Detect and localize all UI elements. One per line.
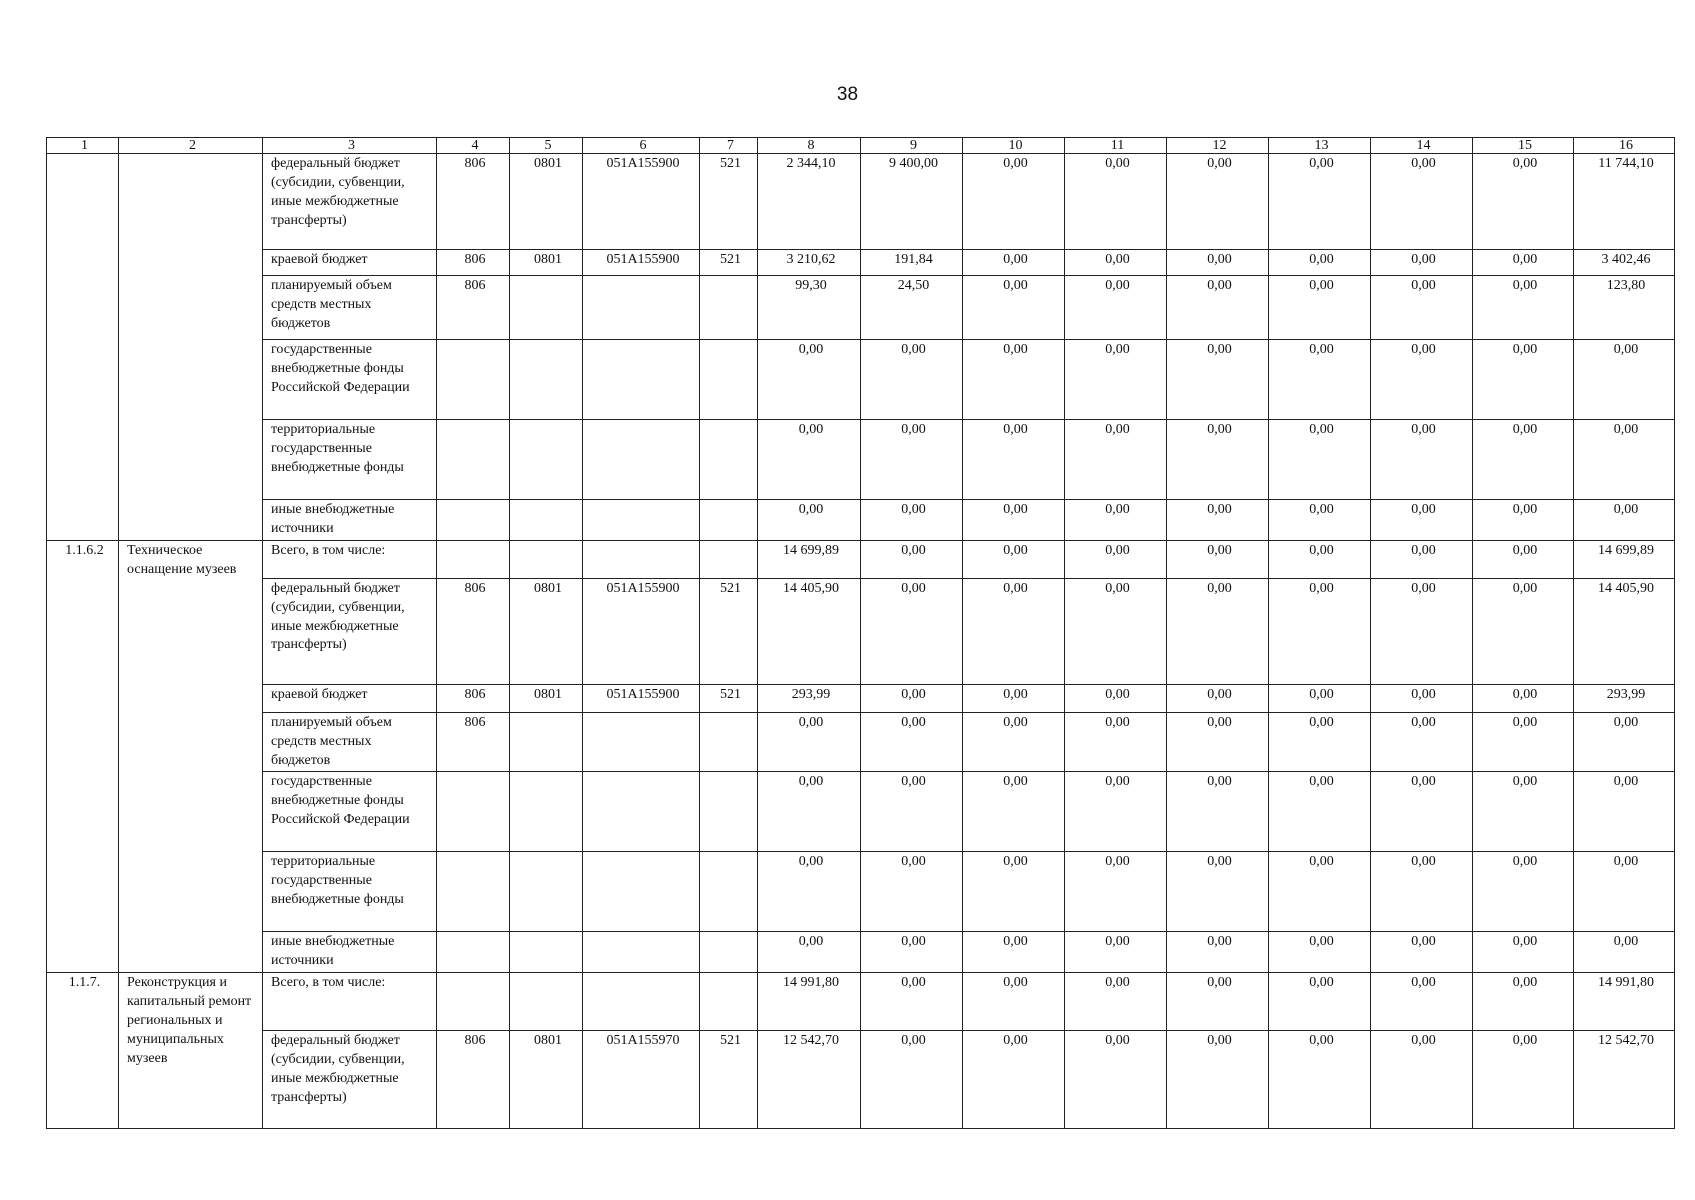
amount-cell: 0,00	[1574, 772, 1675, 852]
amount-cell: 0,00	[861, 973, 963, 1031]
amount-cell: 0,00	[963, 973, 1065, 1031]
funding-source-cell: территориальные государственные внебюджетные фонды	[263, 420, 437, 500]
amount-cell: 3 210,62	[758, 250, 861, 276]
amount-cell: 11 744,10	[1574, 154, 1675, 250]
amount-cell: 0,00	[963, 500, 1065, 541]
csr-code-cell	[583, 712, 700, 772]
funding-source-cell: иные внебюджетные источники	[263, 932, 437, 973]
vr-code-cell: 521	[700, 250, 758, 276]
amount-cell: 0,00	[1269, 578, 1371, 684]
amount-cell: 0,00	[1371, 420, 1473, 500]
csr-code-cell	[583, 276, 700, 340]
rzpr-code-cell	[510, 500, 583, 541]
amount-cell: 0,00	[861, 340, 963, 420]
vr-code-cell	[700, 932, 758, 973]
amount-cell: 0,00	[1473, 154, 1574, 250]
amount-cell: 0,00	[758, 420, 861, 500]
amount-cell: 0,00	[1371, 712, 1473, 772]
amount-cell: 0,00	[1371, 500, 1473, 541]
column-number: 2	[119, 138, 263, 154]
amount-cell: 0,00	[963, 276, 1065, 340]
grbs-code-cell: 806	[437, 250, 510, 276]
rzpr-code-cell	[510, 932, 583, 973]
amount-cell: 99,30	[758, 276, 861, 340]
grbs-code-cell	[437, 852, 510, 932]
amount-cell: 0,00	[758, 340, 861, 420]
amount-cell: 0,00	[1269, 340, 1371, 420]
rzpr-code-cell	[510, 276, 583, 340]
amount-cell: 0,00	[1167, 154, 1269, 250]
grbs-code-cell: 806	[437, 276, 510, 340]
csr-code-cell	[583, 973, 700, 1031]
amount-cell: 14 991,80	[758, 973, 861, 1031]
rzpr-code-cell: 0801	[510, 1031, 583, 1129]
csr-code-cell: 051A155900	[583, 578, 700, 684]
table-row	[47, 420, 1675, 500]
amount-cell: 0,00	[1269, 973, 1371, 1031]
grbs-code-cell: 806	[437, 712, 510, 772]
item-code-cell: 1.1.6.2	[47, 540, 119, 972]
amount-cell: 0,00	[1473, 540, 1574, 578]
funding-source-cell: территориальные государственные внебюджетные фонды	[263, 852, 437, 932]
rzpr-code-cell	[510, 340, 583, 420]
amount-cell: 0,00	[1473, 973, 1574, 1031]
funding-source-cell: краевой бюджет	[263, 684, 437, 712]
amount-cell: 0,00	[1574, 712, 1675, 772]
amount-cell: 0,00	[1371, 578, 1473, 684]
vr-code-cell: 521	[700, 578, 758, 684]
amount-cell: 0,00	[1473, 852, 1574, 932]
amount-cell: 0,00	[1167, 684, 1269, 712]
item-code-cell	[47, 154, 119, 541]
amount-cell: 0,00	[1065, 578, 1167, 684]
amount-cell: 14 699,89	[1574, 540, 1675, 578]
amount-cell: 0,00	[1371, 340, 1473, 420]
amount-cell: 14 991,80	[1574, 973, 1675, 1031]
amount-cell: 0,00	[1065, 154, 1167, 250]
amount-cell: 0,00	[1574, 500, 1675, 541]
table-row	[47, 154, 1675, 250]
grbs-code-cell	[437, 973, 510, 1031]
amount-cell: 0,00	[861, 852, 963, 932]
grbs-code-cell	[437, 500, 510, 541]
rzpr-code-cell: 0801	[510, 154, 583, 250]
grbs-code-cell: 806	[437, 154, 510, 250]
item-code-cell: 1.1.7.	[47, 973, 119, 1129]
vr-code-cell: 521	[700, 1031, 758, 1129]
grbs-code-cell: 806	[437, 1031, 510, 1129]
amount-cell: 0,00	[963, 154, 1065, 250]
rzpr-code-cell	[510, 420, 583, 500]
amount-cell: 9 400,00	[861, 154, 963, 250]
amount-cell: 0,00	[963, 932, 1065, 973]
csr-code-cell	[583, 420, 700, 500]
column-number: 7	[700, 138, 758, 154]
table-row	[47, 684, 1675, 712]
amount-cell: 0,00	[1065, 420, 1167, 500]
amount-cell: 0,00	[1269, 772, 1371, 852]
page-number: 38	[836, 84, 859, 105]
amount-cell: 0,00	[1473, 932, 1574, 973]
amount-cell: 0,00	[1065, 973, 1167, 1031]
amount-cell: 0,00	[1269, 500, 1371, 541]
amount-cell: 0,00	[1371, 932, 1473, 973]
funding-source-cell: государственные внебюджетные фонды Российской Федерации	[263, 340, 437, 420]
funding-source-cell: государственные внебюджетные фонды Российской Федерации	[263, 772, 437, 852]
amount-cell: 0,00	[758, 772, 861, 852]
amount-cell: 0,00	[1269, 852, 1371, 932]
table-row	[47, 1031, 1675, 1129]
amount-cell: 293,99	[758, 684, 861, 712]
column-number: 8	[758, 138, 861, 154]
amount-cell: 0,00	[1167, 276, 1269, 340]
grbs-code-cell	[437, 772, 510, 852]
amount-cell: 0,00	[758, 852, 861, 932]
table-row	[47, 932, 1675, 973]
rzpr-code-cell: 0801	[510, 250, 583, 276]
table-row	[47, 712, 1675, 772]
vr-code-cell	[700, 276, 758, 340]
column-number: 10	[963, 138, 1065, 154]
amount-cell: 0,00	[1574, 932, 1675, 973]
amount-cell: 0,00	[861, 540, 963, 578]
column-number: 5	[510, 138, 583, 154]
vr-code-cell	[700, 500, 758, 541]
amount-cell: 0,00	[1065, 684, 1167, 712]
amount-cell: 0,00	[1269, 1031, 1371, 1129]
amount-cell: 0,00	[861, 420, 963, 500]
table-row	[47, 276, 1675, 340]
amount-cell: 0,00	[758, 712, 861, 772]
vr-code-cell: 521	[700, 684, 758, 712]
amount-cell: 0,00	[1167, 852, 1269, 932]
amount-cell: 0,00	[1167, 420, 1269, 500]
amount-cell: 0,00	[963, 712, 1065, 772]
amount-cell: 0,00	[1269, 250, 1371, 276]
amount-cell: 0,00	[861, 684, 963, 712]
amount-cell: 0,00	[1371, 973, 1473, 1031]
amount-cell: 12 542,70	[758, 1031, 861, 1129]
amount-cell: 0,00	[758, 500, 861, 541]
funding-source-cell: иные внебюджетные источники	[263, 500, 437, 541]
amount-cell: 0,00	[1371, 1031, 1473, 1129]
amount-cell: 0,00	[963, 340, 1065, 420]
amount-cell: 0,00	[1065, 932, 1167, 973]
rzpr-code-cell	[510, 712, 583, 772]
amount-cell: 0,00	[1473, 500, 1574, 541]
amount-cell: 0,00	[1371, 852, 1473, 932]
amount-cell: 0,00	[1473, 772, 1574, 852]
amount-cell: 0,00	[1065, 540, 1167, 578]
amount-cell: 0,00	[861, 1031, 963, 1129]
table-row	[47, 250, 1675, 276]
column-number: 4	[437, 138, 510, 154]
csr-code-cell	[583, 852, 700, 932]
amount-cell: 0,00	[963, 578, 1065, 684]
table-row	[47, 340, 1675, 420]
amount-cell: 0,00	[963, 772, 1065, 852]
amount-cell: 24,50	[861, 276, 963, 340]
funding-source-cell: федеральный бюджет (субсидии, субвенции, иные межбюджетные трансферты)	[263, 578, 437, 684]
csr-code-cell	[583, 500, 700, 541]
amount-cell: 0,00	[1371, 772, 1473, 852]
funding-source-cell: федеральный бюджет (субсидии, субвенции, иные межбюджетные трансферты)	[263, 1031, 437, 1129]
amount-cell: 0,00	[1065, 712, 1167, 772]
rzpr-code-cell	[510, 540, 583, 578]
rzpr-code-cell: 0801	[510, 684, 583, 712]
funding-source-cell: федеральный бюджет (субсидии, субвенции, иные межбюджетные трансферты)	[263, 154, 437, 250]
amount-cell: 0,00	[1473, 1031, 1574, 1129]
amount-cell: 0,00	[1473, 340, 1574, 420]
amount-cell: 0,00	[1371, 540, 1473, 578]
amount-cell: 0,00	[861, 932, 963, 973]
amount-cell: 0,00	[861, 578, 963, 684]
grbs-code-cell: 806	[437, 684, 510, 712]
amount-cell: 0,00	[1371, 684, 1473, 712]
grbs-code-cell: 806	[437, 578, 510, 684]
amount-cell: 0,00	[1167, 932, 1269, 973]
amount-cell: 0,00	[1065, 1031, 1167, 1129]
funding-source-cell: планируемый объем средств местных бюджетов	[263, 276, 437, 340]
amount-cell: 0,00	[963, 420, 1065, 500]
column-number: 16	[1574, 138, 1675, 154]
amount-cell: 0,00	[861, 500, 963, 541]
amount-cell: 0,00	[1167, 340, 1269, 420]
column-numbers-row	[47, 138, 1675, 154]
vr-code-cell	[700, 340, 758, 420]
amount-cell: 0,00	[1065, 276, 1167, 340]
amount-cell: 0,00	[861, 772, 963, 852]
amount-cell: 0,00	[1269, 684, 1371, 712]
amount-cell: 0,00	[1167, 973, 1269, 1031]
amount-cell: 0,00	[1167, 772, 1269, 852]
rzpr-code-cell	[510, 852, 583, 932]
amount-cell: 0,00	[1269, 932, 1371, 973]
item-name-cell: Реконструкция и капитальный ремонт региональных и муниципальных музеев	[119, 973, 263, 1129]
vr-code-cell	[700, 712, 758, 772]
column-number: 12	[1167, 138, 1269, 154]
amount-cell: 14 405,90	[758, 578, 861, 684]
amount-cell: 0,00	[1269, 712, 1371, 772]
amount-cell: 0,00	[1574, 340, 1675, 420]
grbs-code-cell	[437, 540, 510, 578]
amount-cell: 191,84	[861, 250, 963, 276]
amount-cell: 0,00	[1065, 772, 1167, 852]
amount-cell: 293,99	[1574, 684, 1675, 712]
vr-code-cell	[700, 540, 758, 578]
column-number: 1	[47, 138, 119, 154]
amount-cell: 0,00	[1065, 852, 1167, 932]
csr-code-cell	[583, 340, 700, 420]
table-row	[47, 973, 1675, 1031]
funding-source-cell: краевой бюджет	[263, 250, 437, 276]
vr-code-cell	[700, 852, 758, 932]
table-row	[47, 540, 1675, 578]
item-name-cell: Техническое оснащение музеев	[119, 540, 263, 972]
amount-cell: 0,00	[1065, 500, 1167, 541]
amount-cell: 0,00	[963, 1031, 1065, 1129]
amount-cell: 0,00	[1473, 250, 1574, 276]
amount-cell: 0,00	[963, 250, 1065, 276]
vr-code-cell	[700, 420, 758, 500]
amount-cell: 0,00	[1473, 684, 1574, 712]
amount-cell: 0,00	[1473, 276, 1574, 340]
amount-cell: 14 405,90	[1574, 578, 1675, 684]
csr-code-cell: 051A155900	[583, 154, 700, 250]
csr-code-cell: 051A155900	[583, 250, 700, 276]
amount-cell: 0,00	[1065, 250, 1167, 276]
amount-cell: 0,00	[1574, 852, 1675, 932]
table-row	[47, 578, 1675, 684]
amount-cell: 12 542,70	[1574, 1031, 1675, 1129]
amount-cell: 0,00	[1269, 420, 1371, 500]
column-number: 9	[861, 138, 963, 154]
vr-code-cell	[700, 973, 758, 1031]
column-number: 6	[583, 138, 700, 154]
amount-cell: 0,00	[861, 712, 963, 772]
funding-source-cell: Всего, в том числе:	[263, 540, 437, 578]
column-number: 13	[1269, 138, 1371, 154]
item-name-cell	[119, 154, 263, 541]
amount-cell: 0,00	[1167, 578, 1269, 684]
funding-source-cell: Всего, в том числе:	[263, 973, 437, 1031]
funding-source-cell: планируемый объем средств местных бюджетов	[263, 712, 437, 772]
amount-cell: 0,00	[1473, 578, 1574, 684]
vr-code-cell	[700, 772, 758, 852]
amount-cell: 0,00	[1473, 712, 1574, 772]
rzpr-code-cell: 0801	[510, 578, 583, 684]
grbs-code-cell	[437, 340, 510, 420]
column-number: 3	[263, 138, 437, 154]
table-row	[47, 852, 1675, 932]
amount-cell: 0,00	[1269, 276, 1371, 340]
table-row	[47, 772, 1675, 852]
vr-code-cell: 521	[700, 154, 758, 250]
csr-code-cell: 051A155900	[583, 684, 700, 712]
amount-cell: 0,00	[1065, 340, 1167, 420]
csr-code-cell	[583, 772, 700, 852]
amount-cell: 3 402,46	[1574, 250, 1675, 276]
amount-cell: 123,80	[1574, 276, 1675, 340]
csr-code-cell: 051A155970	[583, 1031, 700, 1129]
amount-cell: 0,00	[1269, 540, 1371, 578]
table-row	[47, 500, 1675, 541]
amount-cell: 0,00	[1269, 154, 1371, 250]
grbs-code-cell	[437, 932, 510, 973]
amount-cell: 0,00	[1371, 250, 1473, 276]
amount-cell: 0,00	[1473, 420, 1574, 500]
amount-cell: 0,00	[1167, 712, 1269, 772]
rzpr-code-cell	[510, 772, 583, 852]
amount-cell: 0,00	[1371, 154, 1473, 250]
column-number: 11	[1065, 138, 1167, 154]
amount-cell: 0,00	[1574, 420, 1675, 500]
amount-cell: 14 699,89	[758, 540, 861, 578]
amount-cell: 0,00	[963, 852, 1065, 932]
amount-cell: 0,00	[1371, 276, 1473, 340]
csr-code-cell	[583, 932, 700, 973]
amount-cell: 2 344,10	[758, 154, 861, 250]
csr-code-cell	[583, 540, 700, 578]
amount-cell: 0,00	[1167, 250, 1269, 276]
table-body	[47, 154, 1675, 1129]
amount-cell: 0,00	[758, 932, 861, 973]
amount-cell: 0,00	[963, 540, 1065, 578]
amount-cell: 0,00	[963, 684, 1065, 712]
amount-cell: 0,00	[1167, 500, 1269, 541]
column-number: 15	[1473, 138, 1574, 154]
amount-cell: 0,00	[1167, 1031, 1269, 1129]
rzpr-code-cell	[510, 973, 583, 1031]
grbs-code-cell	[437, 420, 510, 500]
budget-table	[46, 137, 1675, 1129]
amount-cell: 0,00	[1167, 540, 1269, 578]
column-number: 14	[1371, 138, 1473, 154]
